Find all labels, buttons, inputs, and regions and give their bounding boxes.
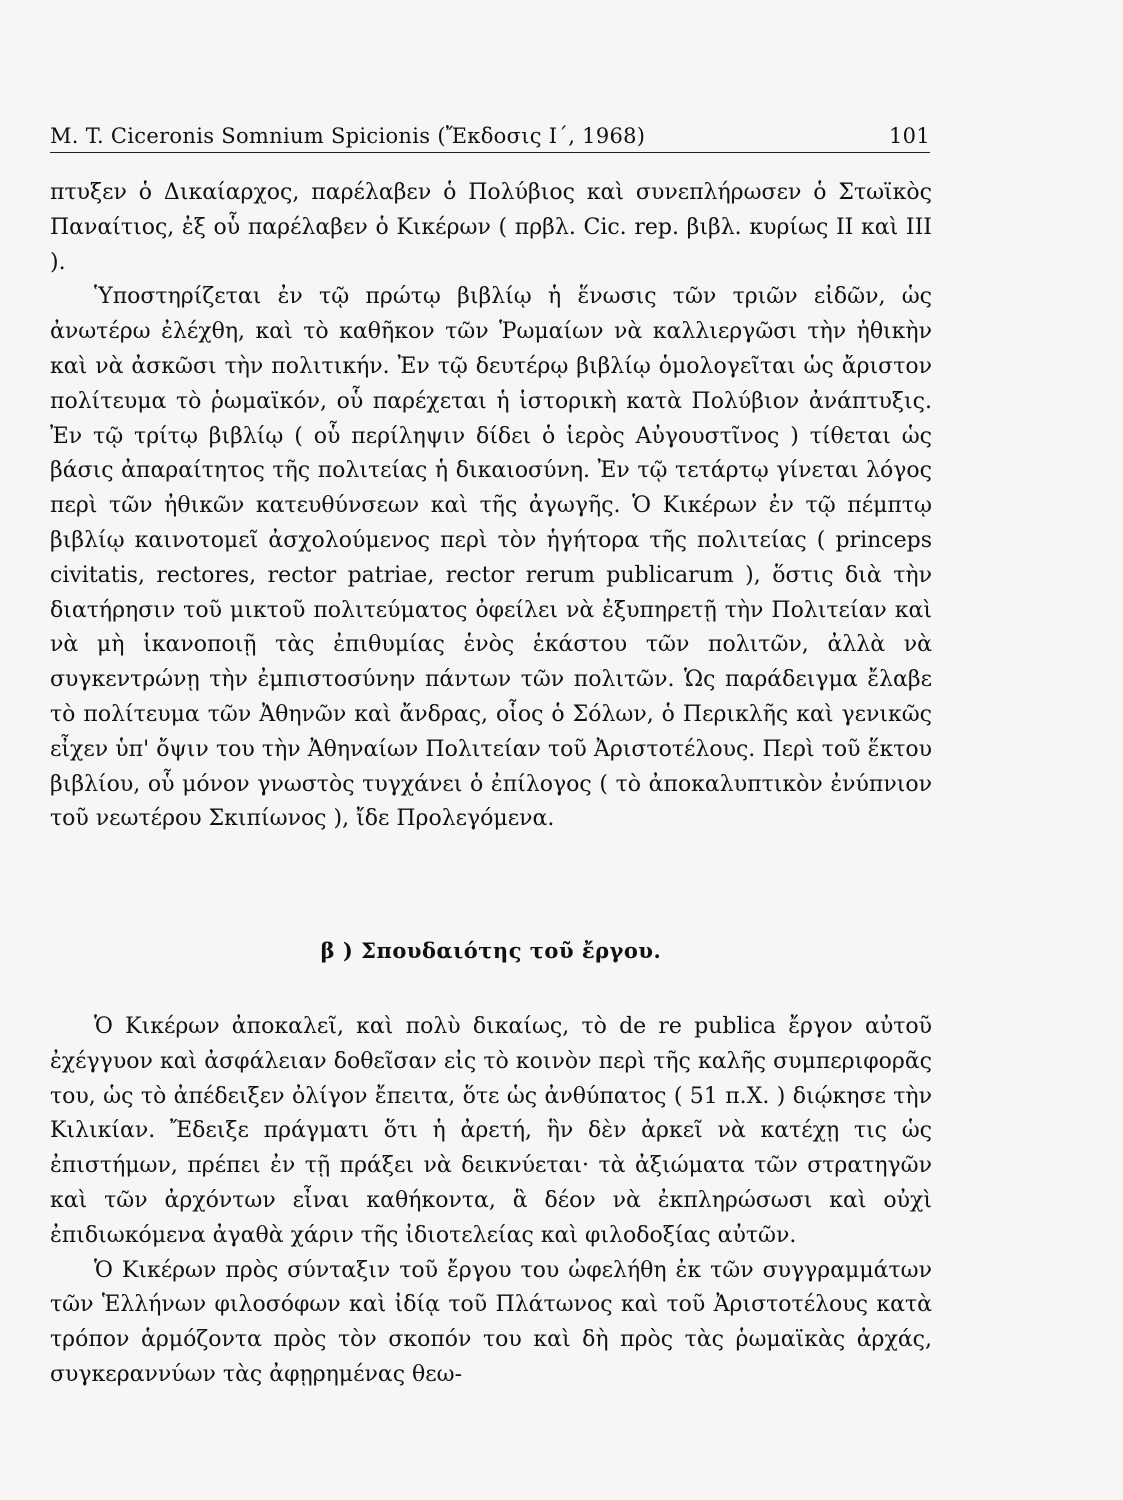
paragraph: Ὁ Κικέρων ἀποκαλεῖ, καὶ πολὺ δικαίως, τὸ de re publica ἔργον αὐτοῦ ἐχέγγυον καὶ ἀσφάλειαν δοθεῖσαν εἰς τὸ κοινὸν περὶ τῆς καλῆς συμπεριφορᾶς του, ὡς τὸ ἀπέδειξεν ὀλίγον ἔπειτα, ὅτε ὡς ἀνθύπατος ( 51 π.Χ. ) διῴκησε τὴν Κιλικίαν. Ἔδειξε πράγματι ὅτι ἡ ἀρετή, ἣν δὲν ἀρκεῖ νὰ κατέχῃ τις ὡς ἐπιστήμων, πρέπει ἐν τῇ πράξει νὰ δεικνύεται· τὰ ἀξιώματα τῶν στρατηγῶν καὶ τῶν ἀρχόντων εἶναι καθήκοντα, ἃ δέον νὰ ἐκπληρώσωσι καὶ οὐχὶ ἐπιδιωκόμενα ἀγαθὰ χάριν τῆς ἰδιοτελείας καὶ φιλοδοξίας αὐτῶν. bbox=[50, 1014, 932, 1248]
paragraph: πτυξεν ὁ Δικαίαρχος, παρέλαβεν ὁ Πολύβιος καὶ συνεπλήρωσεν ὁ Στωϊκὸς Παναίτιος, ἐξ οὗ παρέλαβεν ὁ Κικέρων ( πρβλ. Cic. rep. βιβλ. κυρίως II καὶ III ). bbox=[50, 180, 932, 275]
running-header bbox=[50, 112, 930, 148]
section-heading: β ) Σπουδαιότης τοῦ ἔργου. bbox=[320, 938, 662, 963]
page-number: 101 bbox=[889, 124, 930, 148]
header-rule bbox=[50, 152, 930, 153]
running-title: M. T. Ciceronis Somnium Spicionis (Ἔκδοσις Ι΄, 1968) bbox=[50, 124, 646, 148]
main-text bbox=[50, 176, 932, 837]
paragraph: Ὑποστηρίζεται ἐν τῷ πρώτῳ βιβλίῳ ἡ ἕνωσις τῶν τριῶν εἰδῶν, ὡς ἀνωτέρω ἐλέχθη, καὶ τὸ καθῆκον τῶν Ῥωμαίων νὰ καλλιεργῶσι τὴν ἠθικὴν καὶ νὰ ἀσκῶσι τὴν πολιτικήν. Ἐν τῷ δευτέρῳ βιβλίῳ ὁμολογεῖται ὡς ἄριστον πολίτευμα τὸ ῥωμαϊκόν, οὗ παρέχεται ἡ ἱστορικὴ κατὰ Πολύβιον ἀνάπτυξις. Ἐν τῷ τρίτῳ βιβλίῳ ( οὗ περίληψιν δίδει ὁ ἱερὸς Αὐγουστῖνος ) τίθεται ὡς βάσις ἀπαραίτητος τῆς πολιτείας ἡ δικαιοσύνη. Ἐν τῷ τετάρτῳ γίνεται λόγος περὶ τῶν ἠθικῶν κατευθύνσεων καὶ τῆς ἀγωγῆς. Ὁ Κικέρων ἐν τῷ πέμπτῳ βιβλίῳ καινοτομεῖ ἀσχολούμενος περὶ τὸν ἡγήτορα τῆς πολιτείας ( princeps civitatis, rectores, rector patriae, rector rerum publicarum ), ὅστις διὰ τὴν διατήρησιν τοῦ μικτοῦ πολιτεύματος ὀφείλει νὰ ἐξυπηρετῇ τὴν Πολιτείαν καὶ νὰ μὴ ἱκανοποιῇ τὰς ἐπιθυμίας ἑνὸς ἑκάστου τῶν πολιτῶν, ἀλλὰ νὰ συγκεντρώνῃ τὴν ἐμπιστοσύνην πάντων τῶν πολιτῶν. Ὡς παράδειγμα ἔλαβε τὸ πολίτευμα τῶν Ἀθηνῶν καὶ ἄνδρας, οἷος ὁ Σόλων, ὁ Περικλῆς καὶ γενικῶς εἶχεν ὑπ' ὄψιν του τὴν Ἀθηναίων Πολιτείαν τοῦ Ἀριστοτέλους. Περὶ τοῦ ἕκτου βιβλίου, οὗ μόνον γνωστὸς τυγχάνει ὁ ἐπίλογος ( τὸ ἀποκαλυπτικὸν ἐνύπνιον τοῦ νεωτέρου Σκιπίωνος ), ἴδε Προλεγόμενα. bbox=[50, 284, 932, 832]
section-text bbox=[50, 1010, 932, 1393]
paragraph: Ὁ Κικέρων πρὸς σύνταξιν τοῦ ἔργου του ὠφελήθη ἐκ τῶν συγγραμμάτων τῶν Ἑλλήνων φιλοσόφων καὶ ἰδίᾳ τοῦ Πλάτωνος καὶ τοῦ Ἀριστοτέλους κατὰ τρόπον ἁρμόζοντα πρὸς τὸν σκοπόν του καὶ δὴ πρὸς τὰς ῥωμαϊκὰς ἀρχάς, συγκεραννύων τὰς ἀφῃρημένας θεω- bbox=[50, 1257, 932, 1387]
